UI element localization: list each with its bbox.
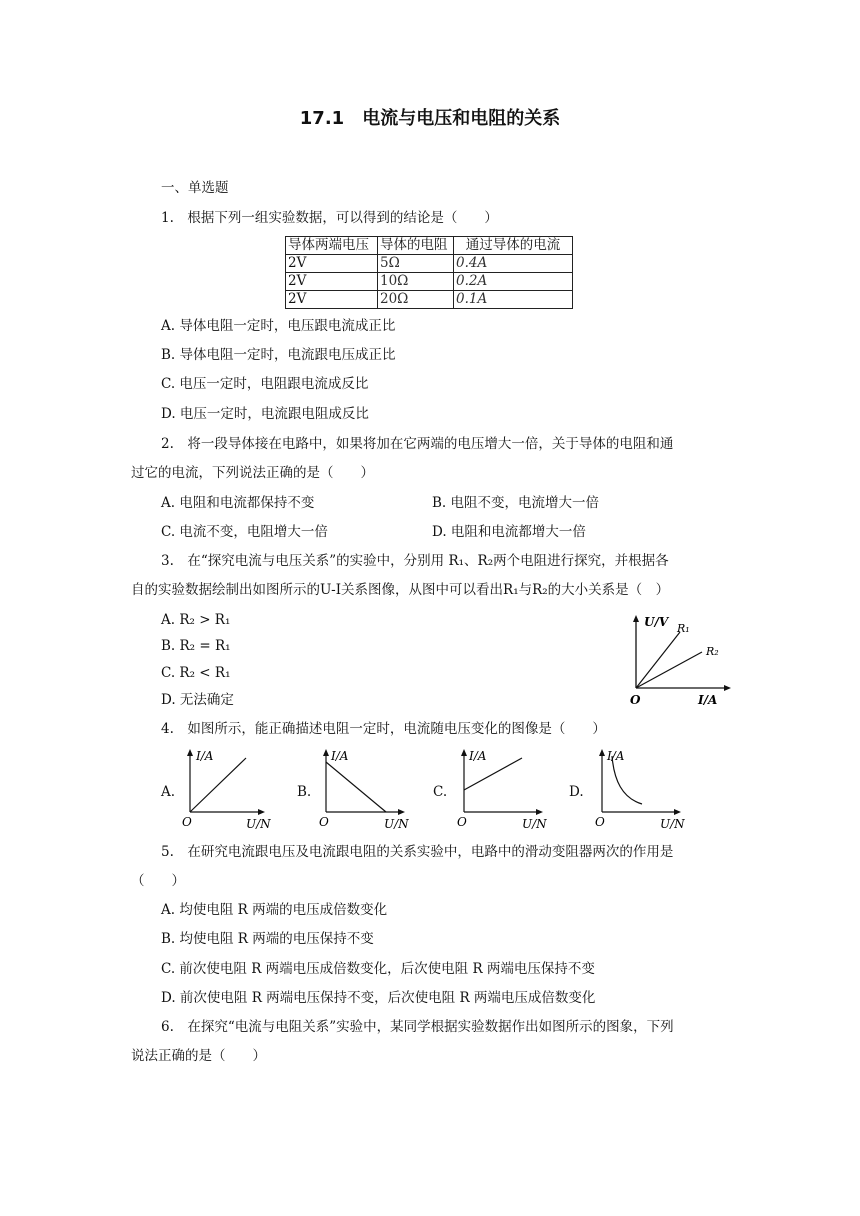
origin-label: O — [630, 693, 641, 707]
q1-option-b: B. 导体电阻一定时，电流跟电压成正比 — [161, 347, 396, 363]
q4-option-a-letter: A. — [161, 784, 176, 800]
y-axis-label: I/A — [196, 749, 214, 763]
origin-label: O — [319, 815, 329, 829]
table-row — [286, 291, 573, 309]
x-axis-label: I/A — [698, 693, 718, 707]
q4-graph-c — [452, 746, 548, 832]
q2-stem-line1: 2. 将一段导体接在电路中，如果将加在它两端的电压增大一倍，关于导体的电阻和通 — [161, 436, 674, 452]
q3-stem-line2: 自的实验数据绘制出如图所示的U-I关系图像，从图中可以看出R₁与R₂的大小关系是（ ） — [131, 582, 670, 598]
graph-line — [326, 762, 386, 812]
q1-option-d: D. 电压一定时，电流跟电阻成反比 — [161, 406, 369, 422]
table-cell: 2V — [286, 255, 378, 273]
section-heading: 一、单选题 — [161, 180, 229, 196]
y-axis-label: I/A — [607, 749, 625, 763]
q5-option-a: A. 均使电阻 R 两端的电压成倍数变化 — [161, 902, 388, 918]
q4-option-d-letter: D. — [569, 784, 584, 800]
series-r1-line — [636, 632, 680, 688]
x-axis-arrow — [258, 809, 265, 815]
table-cell: 0.4A — [454, 255, 573, 273]
x-axis-arrow — [674, 809, 681, 815]
table-cell: 10Ω — [378, 273, 454, 291]
q1-option-c: C. 电压一定时，电阻跟电流成反比 — [161, 376, 369, 392]
table-header-row — [286, 237, 573, 255]
y-axis-label: I/A — [331, 749, 349, 763]
table-header: 导体的电阻 — [378, 237, 454, 255]
table-row — [286, 255, 573, 273]
origin-label: O — [457, 815, 467, 829]
table-cell: 20Ω — [378, 291, 454, 309]
q1-data-table — [285, 236, 573, 309]
table-cell: 2V — [286, 273, 378, 291]
q3-option-d: D. 无法确定 — [161, 692, 234, 708]
q1-option-a: A. 导体电阻一定时，电压跟电流成正比 — [161, 318, 396, 334]
x-axis-arrow — [536, 809, 543, 815]
y-axis-label: U/V — [644, 615, 669, 629]
table-cell: 0.2A — [454, 273, 573, 291]
q2-stem-line2: 过它的电流，下列说法正确的是（ ） — [131, 465, 374, 481]
q5-option-c: C. 前次使电阻 R 两端电压成倍数变化，后次使电阻 R 两端电压保持不变 — [161, 961, 595, 977]
series-label-r1: R₁ — [677, 622, 690, 635]
origin-label: O — [182, 815, 192, 829]
q5-option-b: B. 均使电阻 R 两端的电压保持不变 — [161, 931, 374, 947]
table-cell: 2V — [286, 291, 378, 309]
table-row — [286, 273, 573, 291]
graph-line — [190, 758, 246, 812]
y-axis-arrow — [187, 749, 193, 756]
table-header: 导体两端电压 — [286, 237, 378, 255]
y-axis-arrow — [461, 749, 467, 756]
q4-option-b-letter: B. — [297, 784, 312, 800]
q4-stem: 4. 如图所示，能正确描述电阻一定时，电流随电压变化的图像是（ ） — [161, 721, 606, 737]
x-axis-label: U/N — [246, 817, 271, 831]
y-axis-arrow — [633, 615, 639, 622]
q3-option-a: A. R₂ > R₁ — [161, 612, 231, 628]
q2-option-c: C. 电流不变，电阻增大一倍 — [161, 524, 328, 540]
graph-curve — [612, 756, 642, 804]
series-r2-line — [636, 652, 702, 688]
q4-option-c-letter: C. — [433, 784, 448, 800]
q3-ui-graph — [626, 612, 732, 708]
q5-stem-line2: （ ） — [131, 873, 185, 889]
q4-graph-d — [590, 746, 686, 832]
q3-option-b: B. R₂ = R₁ — [161, 638, 231, 654]
title-number: 17.1 — [299, 108, 345, 129]
y-axis-label: I/A — [469, 749, 487, 763]
x-axis-label: U/N — [522, 817, 547, 831]
x-axis-label: U/N — [660, 817, 685, 831]
q4-graph-b — [314, 746, 410, 832]
y-axis-arrow — [323, 749, 329, 756]
title-text: 电流与电压和电阻的关系 — [362, 108, 561, 129]
x-axis-arrow — [724, 685, 731, 691]
series-label-r2: R₂ — [706, 645, 719, 658]
x-axis-arrow — [398, 809, 405, 815]
q3-stem-line1: 3. 在“探究电流与电压关系”的实验中，分别用 R₁、R₂两个电阻进行探究，并根据各 — [161, 553, 669, 569]
page-title — [0, 104, 860, 130]
q1-stem: 1. 根据下列一组实验数据，可以得到的结论是（ ） — [161, 210, 498, 226]
q2-option-a: A. 电阻和电流都保持不变 — [161, 495, 315, 511]
origin-label: O — [595, 815, 605, 829]
q6-stem-line1: 6. 在探究“电流与电阻关系”实验中，某同学根据实验数据作出如图所示的图象，下列 — [161, 1019, 674, 1035]
table-cell: 0.1A — [454, 291, 573, 309]
x-axis-label: U/N — [384, 817, 409, 831]
q5-stem-line1: 5. 在研究电流跟电压及电流跟电阻的关系实验中，电路中的滑动变阻器两次的作用是 — [161, 844, 674, 860]
table-cell: 5Ω — [378, 255, 454, 273]
q3-option-c: C. R₂ < R₁ — [161, 665, 231, 681]
y-axis-arrow — [599, 749, 605, 756]
q2-option-d: D. 电阻和电流都增大一倍 — [432, 524, 586, 540]
q4-graph-a — [176, 746, 271, 832]
q6-stem-line2: 说法正确的是（ ） — [131, 1048, 266, 1064]
q2-option-b: B. 电阻不变，电流增大一倍 — [432, 495, 600, 511]
q5-option-d: D. 前次使电阻 R 两端电压保持不变，后次使电阻 R 两端电压成倍数变化 — [161, 990, 596, 1006]
table-header: 通过导体的电流 — [454, 237, 573, 255]
